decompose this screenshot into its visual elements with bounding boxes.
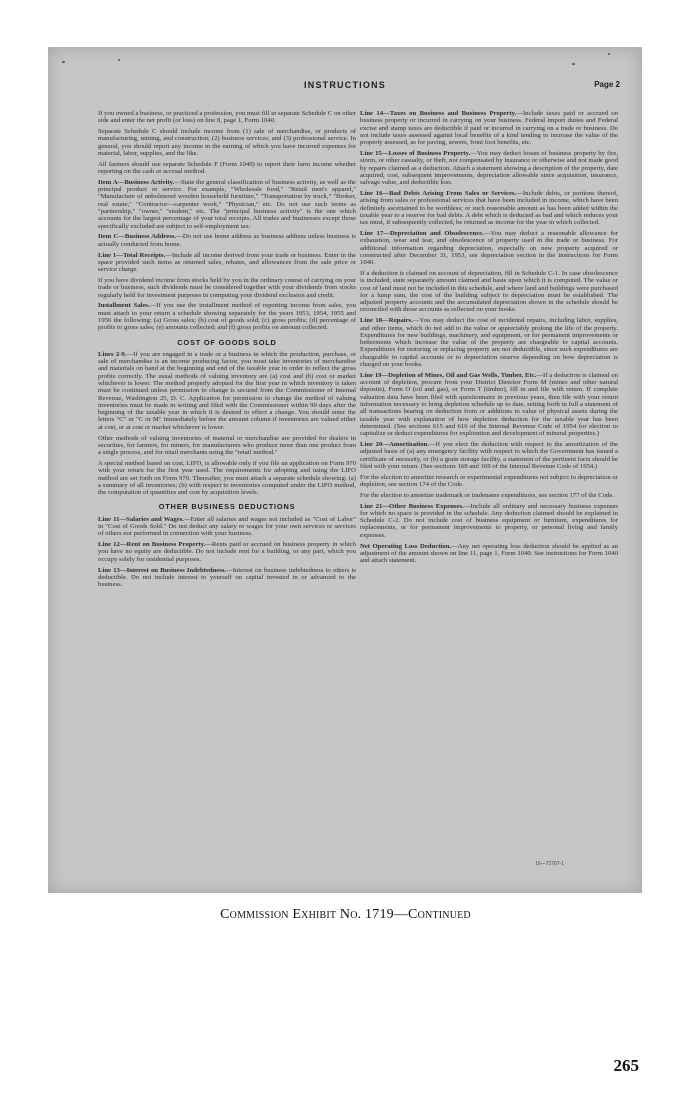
instruction-paragraph [360, 441, 618, 470]
paragraph-heading: Installment Sales. [98, 302, 150, 310]
instruction-paragraph [360, 317, 618, 368]
paragraph-heading: Line 20—Amortization. [360, 440, 429, 448]
paragraph-heading: Line 11—Salaries and Wages. [98, 515, 184, 523]
instruction-paragraph [98, 567, 356, 589]
paragraph-text: —You may deduct the cost of incidental repairs, including labor, supplies, and other items, which do not add to the value or appreciably prolong the life of the property. Expenditures for new buildings, machinery, and equipment, or for permanent improvements or betterments which increase the value of the property are chargeable to capital accounts. Expenditures for restoring or replacing property are not deductible, since such expenditures are chargeable to capital accounts or to depreciation reserve depending on how depreciation is charged on your books. [360, 317, 619, 368]
instruction-paragraph [98, 302, 356, 331]
paragraph-heading: Line 13—Interest on Business Indebtedness. [98, 566, 227, 574]
paragraph-heading: Lines 2-9. [98, 350, 127, 358]
instruction-paragraph [360, 270, 618, 314]
instruction-paragraph [98, 541, 356, 563]
instruction-paragraph [98, 233, 356, 248]
paragraph-heading: Line 18—Repairs. [360, 317, 413, 325]
instruction-paragraph [98, 252, 356, 274]
paragraph-text: Other methods of valuing inventories of material or merchandise are provided for dealers in securities, for farmers, for miners, for manufacturers who produce more than one product from a single process, and for retail merchants using the "retail method." [98, 434, 356, 457]
page-title: INSTRUCTIONS [304, 80, 386, 90]
instruction-paragraph [98, 435, 356, 457]
instruction-paragraph [98, 110, 356, 125]
paragraph-text: If you owned a business, or practiced a profession, you must fill in separate Schedule C on other side and enter the net profit (or loss) on line 8, page 1, Form 1040. [98, 110, 356, 125]
paragraph-heading: Item C—Business Address. [98, 233, 177, 241]
instruction-paragraph [360, 372, 618, 438]
paragraph-text: —Enter all salaries and wages not included as "Cost of Labor" in "Cost of Goods Sold." Do not deduct any salary or wages for your own services or services of others not performed in connection with your business. [98, 515, 356, 538]
instruction-paragraph [360, 190, 618, 226]
instruction-paragraph [360, 474, 618, 489]
paragraph-text: A special method based on cost, LIFO, is allowable only if you file an application on Form 970 with your return for the first year used. The requirements for adopting and using the LIFO method are set forth on Form 970. Thereafter, you must attach a separate schedule showing: (a) a summary of all inventories; (b) with respect to inventories computed under the LIFO method, the computation of quantities and cost by acquisition levels. [98, 459, 356, 497]
scan-speck [118, 59, 120, 61]
instruction-paragraph [98, 161, 356, 176]
paragraph-text: If a deduction is claimed on account of depreciation, fill in Schedule C-1. In case obsolescence is included, state separately amount claimed and basis upon which it is computed. The value or cost of land must not be included in this schedule, and where land and buildings were purchased for a lump sum, the cost of the building subject to depreciation must be established. The adjusted property accounts and the accumulated depreciation shown in the schedule should be reconciled with those accounts as reflected on your books. [360, 269, 618, 314]
paragraph-text: If you have dividend income from stocks held by you in the ordinary course of carrying on your trade or business, such dividends must be considered together with your dividends from stocks regularly held for investment purposes in computing your dividend exclusion and credit. [98, 276, 356, 299]
paragraph-text: Separate Schedule C should include income from (1) sale of merchandise, or products of manufacturing, mining, and construction; (2) business services; and (3) professional service. In general, you should report any income in the earning of which you have incurred expenses for material, labor, supplies, and the like. [98, 128, 356, 157]
paragraph-text: —Include all ordinary and necessary business expenses for which no space is provided in the schedule. Any deduction claimed should be explained in Schedule C-2. Do not include cost of business equipment or furniture, expenditures for replacements, or for permanent improvements to property, or personal living and family expenses. [360, 502, 618, 539]
paragraph-heading: Line 14—Taxes on Business and Business Property. [360, 110, 517, 117]
section-heading: COST OF GOODS SOLD [177, 337, 277, 347]
paragraph-heading: Line 12—Rent on Business Property. [98, 541, 206, 549]
paragraph-text: —You may deduct a reasonable allowance for exhaustion, wear and tear, and obsolescence of property used in the trade or business. For additional information regarding depreciation, especially on new property acquired or constructed after December 31, 1953, see depreciation section in the instructions for Form 1040. [360, 229, 619, 267]
instruction-paragraph [98, 179, 356, 230]
scan-speck [62, 61, 65, 63]
paragraph-heading: Line 17—Depreciation and Obsolescence. [360, 229, 484, 237]
exhibit-caption: Commission Exhibit No. 1719—Continued [220, 907, 471, 922]
section-heading: OTHER BUSINESS DEDUCTIONS [158, 502, 296, 512]
paragraph-text: —Include all income derived from your trade or business. Enter in the space provided such items as returned sales, rebates, and allowances from the sale price or service charge. [98, 251, 356, 274]
instruction-paragraph [98, 351, 356, 431]
instruction-paragraph [360, 230, 618, 266]
paragraph-text: —If a deduction is claimed on account of depletion, procure from your District Director Form M (mines and other natural deposits), Form O (oil and gas), or Form T (timber), fill in and file with return. If complete valuation data have been filed with questionnaire in previous years, then file with your return information necessary to bring depletion schedule up to date, setting forth in full a statement of all transactions bearing on deduction from or additions to value of physical assets during the taxable year with explanation of how depletion deduction for the taxable year has been determined. (See sections 615 and 616 of the Internal Revenue Code of 1954 for election to capitalize or deduct expenditures for exploration and development of mineral properties.) [360, 371, 618, 438]
paragraph-text: —Rents paid or accrued on business property in which you have no equity are deductible. Do not include rent for a building, or any part, which you occupy solely for residential purposes. [98, 541, 356, 563]
paragraph-text: —You may deduct losses of business property by fire, storm, or other casualty, or theft, not compensated by insurance or otherwise and not made good by repairs claimed as a deduction. Attach a statement showing a description of the property, date acquired, cost, subsequent improvements, depreciation allowable since acquisition, insurance, salvage value, and deductible loss. [360, 149, 618, 187]
instruction-paragraph [360, 150, 618, 186]
paragraph-text: —Interest on business indebtedness to others is deductible. Do not include interest to yourself on capital invested in or advanced to the business. [98, 566, 356, 589]
instruction-paragraph [360, 543, 618, 565]
bleed-through-text: Commission Exhibit No. 1719—Continued [232, 869, 459, 884]
paragraph-text: —Include debts, or portions thereof, arising from sales or professional services that have been included in income, which have been definitely ascertained to be worthless; or such reasonable amount as has been added within the taxable year to a reserve for bad debts. A debt which is deducted as bad and which reduces your tax must, if subsequently collected, be returned as income for the year in which collected. [360, 189, 618, 227]
page-number: 265 [613, 1056, 639, 1075]
right-column [360, 110, 618, 568]
paragraph-text: —If you are engaged in a trade or a business in which the production, purchase, or sale of merchandise is an income producing factor, you must take inventories of merchandise and materials on hand at the beginning and end of the taxable year in order to reflect the gross profits correctly. The usual methods of valuing inventory are (a) cost and (b) cost or market whichever is lower. The method properly adopted for the first year in which inventory is taken must be continued unless permission to change is secured from the Commissioner of Internal Revenue, Washington 25, D. C. Application for permission to change the method of valuing inventories must be made in writing and filed with the Commissioner within 90 days after the beginning of the taxable year in which it is desired to effect a change. You should enter the letters "C" or "C or M" immediately before the amount column if inventories are valued either at cost, or at cost or market whichever is lower. [98, 350, 356, 431]
paragraph-text: —Include taxes paid or accrued on business property or incurred in carrying on your business. Federal import duties and Federal excise and stamp taxes are deductible if paid or incurred in carrying on a trade or business. Do not include taxes assessed against local benefits of a kind tending to increase the value of the property assessed, as for paving, sewers, front foot benefits, etc. [360, 110, 618, 147]
paragraph-text: —State the general classification of business activity, as well as the principal product or service. For example, "Wholesale food," "Retail men's apparel," "Manufacture of unbolstered wooden household furniture," "Transportation by truck," "Broker, real estate," "Contractor—carpenter work," "Physician," etc. Do not use such terms as "partnership," "owner," "student," etc. The "principal business activity" is the one which accounts for the largest percentage of your total receipts. All trades and businesses except those specifically excluded are subject to self-employment tax. [98, 178, 357, 230]
paragraph-text: For the election to amortize research or experimental expenditures not subject to depreciation or depletion, see section 174 of the Code. [360, 473, 618, 488]
form-code: 16—72767-1 [535, 861, 564, 867]
instruction-paragraph [360, 110, 618, 146]
paragraph-heading: Line 15—Losses of Business Property. [360, 149, 471, 157]
paragraph-heading: Line 1—Total Receipts. [98, 251, 166, 259]
paragraph-text: —If you use the installment method of reporting income from sales, you must attach to your return a schedule showing separately for the years 1953, 1954, 1955 and 1956 the following: (a) Gross sales; (b) cost of goods sold; (c) gross profits; (d) percentage of profits to gross sales; (e) amounts collected; and (f) gross profits on amount collected. [98, 302, 356, 332]
instruction-paragraph [360, 503, 618, 539]
paragraph-text: For the election to amortize trademark or tradename expenditures, see section 177 of the Code. [360, 491, 615, 499]
paragraph-text: All farmers should use separate Schedule F (Form 1040) to report their farm income whether reporting on the cash or accrual method. [98, 160, 356, 176]
scan-speck [608, 53, 610, 55]
paragraph-text: —If you elect the deduction with respect to the amortization of the adjusted basis of (a) any emergency facility with respect to which the Government has issued a certificate of necessity, or (b) a grain storage facility, a statement of the pertinent facts should be filed with your return. (See sections 168 and 169 of the Internal Revenue Code of 1954.) [360, 440, 618, 470]
paragraph-heading: Line 19—Depletion of Mines, Oil and Gas Wells, Timber, Etc. [360, 371, 537, 379]
scan-speck [572, 63, 575, 65]
instruction-paragraph [98, 460, 356, 496]
paragraph-text: —Any net operating loss deduction should be applied as an adjustment of the amount shown on line 11, page 1, Form 1040. See instructions for Form 1040 and attach statement. [360, 542, 618, 565]
page-label: Page 2 [594, 80, 620, 89]
instruction-paragraph [360, 492, 618, 499]
instruction-paragraph [98, 516, 356, 538]
paragraph-heading: Net Operating Loss Deduction. [360, 542, 452, 550]
scanned-form-page [48, 47, 642, 893]
paragraph-text: —Do not use home address as business address unless business is actually conducted from home. [98, 233, 357, 248]
paragraph-heading: Item A—Business Activity. [98, 178, 175, 186]
paragraph-heading: Line 16—Bad Debts Arising From Sales or Services. [360, 189, 517, 197]
left-column [98, 110, 356, 592]
instruction-paragraph [98, 277, 356, 299]
paragraph-heading: Line 21—Other Business Expenses. [360, 502, 464, 510]
instruction-paragraph [98, 128, 356, 157]
